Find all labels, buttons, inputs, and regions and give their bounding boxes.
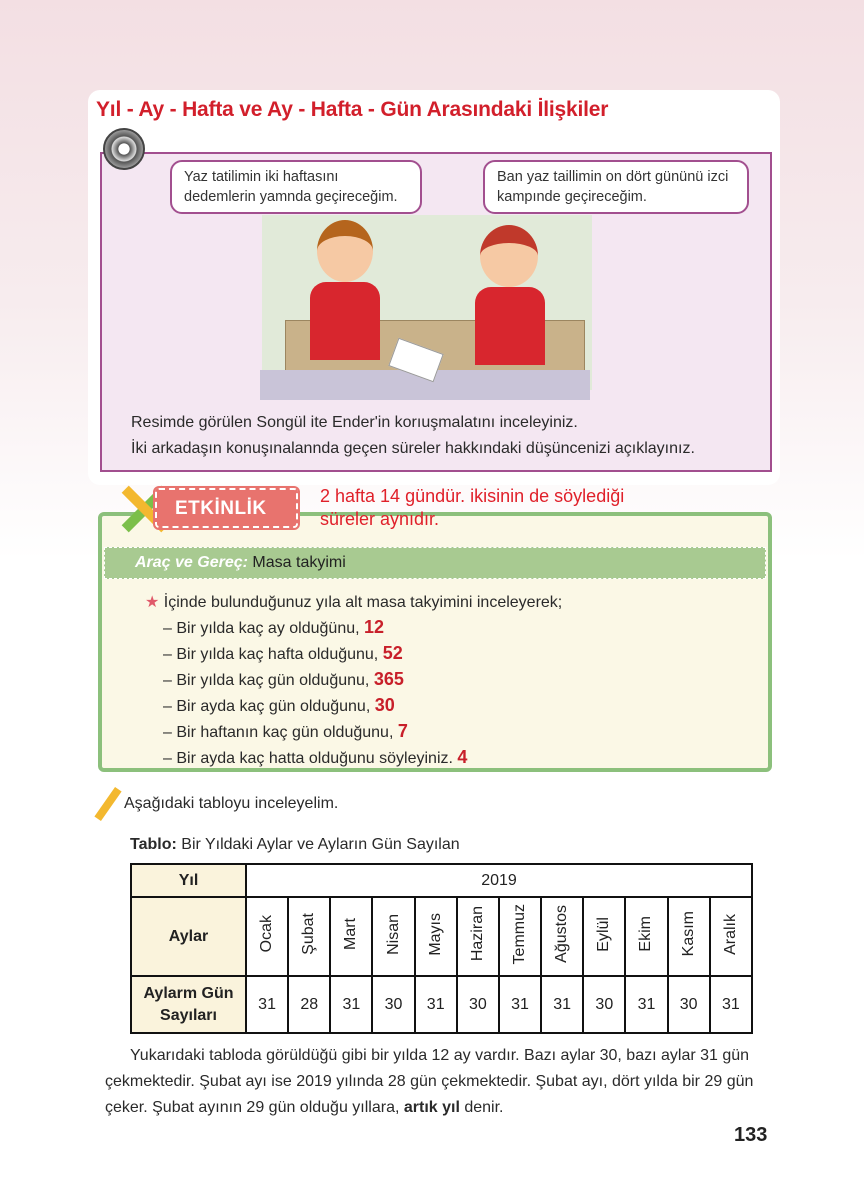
question-list: [163, 615, 467, 771]
month-name: Kasım: [679, 911, 697, 957]
month-name: Mart: [342, 918, 360, 950]
header-months: Aylar: [131, 897, 246, 976]
tools-value: Masa takyimi: [252, 554, 346, 571]
question-text: – Bir yılda kaç hafta olduğunu,: [163, 646, 379, 663]
speech-bubble-songul: Ban yaz taillimin on dört gününü izci kampınde geçireceğim.: [483, 160, 749, 214]
header-days: Aylarm Gün Sayıları: [131, 976, 246, 1033]
answer-line-1: 2 hafta 14 gündür. ikisinin de söylediği: [320, 486, 625, 506]
month-name: Ağustos: [553, 905, 571, 963]
months-table: [130, 863, 753, 1034]
month-name: Ocak: [258, 915, 276, 953]
question-text: – Bir haftanın kaç gün olduğunu,: [163, 724, 394, 741]
days-cell: 31: [330, 976, 372, 1033]
paragraph-text: Yukarıdaki tabloda görüldüğü gibi bir yılda 12 ay vardır. Bazı aylar 30, bazı aylar 31 gün çekmektedir. Şubat ayı ise 2019 yılında 28 gün çekmektedir. Şubat ayı, dört yılda bir 29 gün çeker. Şubat ayının 29 gün olduğu yıllara,: [105, 1047, 754, 1116]
paragraph-end: denir.: [464, 1099, 504, 1116]
year-cell: 2019: [246, 864, 752, 897]
month-name: Temmuz: [511, 903, 529, 965]
answer-text: 30: [374, 695, 395, 715]
days-cell: 31: [541, 976, 583, 1033]
activity-label: ETKİNLİK: [155, 488, 298, 528]
answer-text: 52: [382, 643, 403, 663]
table-caption: [130, 836, 460, 854]
month-name: Ekim: [637, 916, 655, 952]
activity-intro: [145, 592, 562, 612]
tools-band: [104, 547, 766, 579]
handwritten-answer: [320, 485, 624, 531]
answer-text: 12: [364, 617, 385, 637]
days-cell: 31: [625, 976, 667, 1033]
girl-illustration: [470, 225, 550, 365]
list-item: [163, 667, 467, 693]
paragraph-bold: artık yıl: [403, 1099, 460, 1116]
answer-text: 4: [457, 747, 468, 767]
month-cell: [499, 897, 541, 976]
month-cell: [330, 897, 372, 976]
month-cell: [288, 897, 330, 976]
intro-text: İçinde bulunduğunuz yıla alt masa takyimini inceleyerek;: [163, 594, 563, 611]
prompt-line-2: İki arkadaşın konuşınalannda geçen süreler hakkındaki düşüncenizi açıklayınız.: [131, 440, 695, 457]
list-item: [163, 745, 467, 771]
month-name: Eylül: [595, 916, 613, 952]
star-icon: ★: [145, 594, 160, 611]
month-cell: [415, 897, 457, 976]
month-cell: [541, 897, 583, 976]
tools-label: Araç ve Gereç:: [135, 554, 248, 571]
days-cell: 30: [457, 976, 499, 1033]
dart-target-icon: [103, 128, 145, 170]
days-cell: 30: [583, 976, 625, 1033]
pencil-icon: [94, 787, 121, 821]
month-cell: [625, 897, 667, 976]
days-cell: 31: [415, 976, 457, 1033]
month-cell: [372, 897, 414, 976]
question-text: – Bir yılda kaç ay olduğünu,: [163, 620, 360, 637]
instruction: Aşağıdaki tabloyu inceleyelim.: [124, 795, 339, 812]
list-item: [163, 719, 467, 745]
days-cell: 31: [499, 976, 541, 1033]
caption-text: Bir Yıldaki Aylar ve Ayların Gün Sayılan: [181, 836, 460, 853]
boy-illustration: [305, 220, 385, 360]
days-cell: 31: [710, 976, 752, 1033]
speech-bubble-ender: Yaz tatilimin iki haftasını dedemlerin yamnda geçireceğim.: [170, 160, 422, 214]
days-cell: 30: [372, 976, 414, 1033]
page-number: 133: [734, 1124, 768, 1146]
caption-label: Tablo:: [130, 836, 177, 853]
days-cell: 31: [246, 976, 288, 1033]
question-text: – Bir ayda kaç hatta olduğunu söyleyiniz.: [163, 750, 453, 767]
month-name: Aralık: [721, 913, 739, 955]
month-cell: [710, 897, 752, 976]
question-text: – Bir yılda kaç gün olduğunu,: [163, 672, 370, 689]
month-name: Haziran: [468, 906, 486, 962]
answer-line-2: süreler aynıdır.: [320, 509, 440, 529]
days-cell: 28: [288, 976, 330, 1033]
prompt-line-1: Resimde görülen Songül ite Ender'in korıuşmalatını inceleyiniz.: [131, 414, 578, 431]
month-name: Nisan: [384, 913, 402, 955]
month-cell: [246, 897, 288, 976]
list-item: [163, 641, 467, 667]
explanation-paragraph: [105, 1043, 785, 1121]
month-name: Şubat: [300, 913, 318, 955]
month-cell: [457, 897, 499, 976]
page-title: Yıl - Ay - Hafta ve Ay - Hafta - Gün Arasındaki İlişkiler: [96, 98, 609, 121]
days-cell: 30: [668, 976, 710, 1033]
header-year: Yıl: [131, 864, 246, 897]
month-name: Mayıs: [426, 912, 444, 956]
question-text: – Bir ayda kaç gün olduğunu,: [163, 698, 371, 715]
answer-text: 7: [397, 721, 408, 741]
list-item: [163, 693, 467, 719]
list-item: [163, 615, 467, 641]
month-cell: [583, 897, 625, 976]
month-cell: [668, 897, 710, 976]
answer-text: 365: [373, 669, 404, 689]
